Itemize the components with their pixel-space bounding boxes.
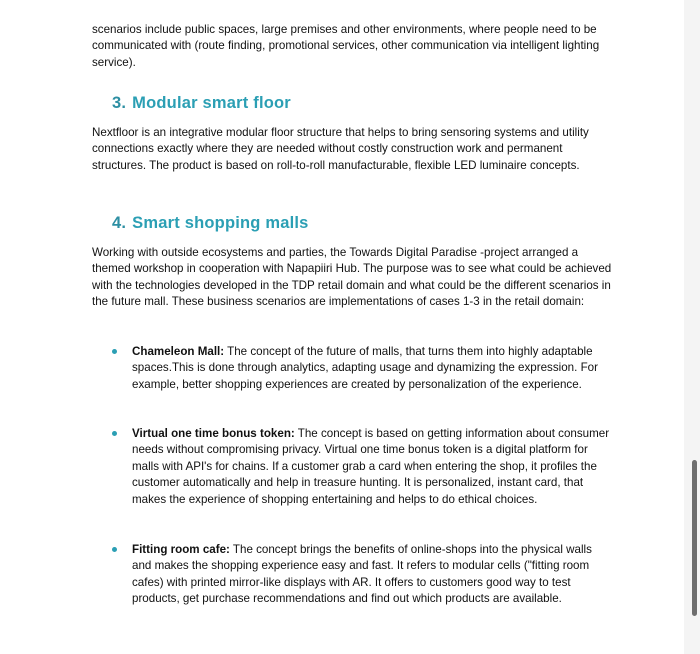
scrollbar[interactable] (684, 0, 700, 654)
section-3-title: Modular smart floor (132, 94, 291, 112)
list-item-description: The concept of the future of malls, that turns them into highly adaptable spaces.This is done through analytics, adapting usage and dynamizing the expression. For example, better shopping experiences are created by personalization of the experience. (132, 345, 598, 391)
section-4-number: 4. (112, 214, 127, 232)
section-3-paragraph: Nextfloor is an integrative modular floor structure that helps to bring sensoring systems and utility connections exactly where they are needed without costly construction work and permanent structures. The product is based on roll-to-roll manufacturable, flexible LED luminaire concepts. (92, 126, 589, 172)
bullet-dot (112, 547, 117, 552)
list-item-description: The concept is based on getting information about consumer needs without compromising privacy. Virtual one time bonus token is a digital platform for malls with API's for chains. If a customer grab a card when entering the shop, it profiles the customer automatically and help in treasure hunting. It is personalized, instant card, that makes the experience of shopping entertaining and helps to do ethical choices. (132, 427, 610, 506)
section-4-heading (112, 214, 309, 233)
section-4-paragraph: Working with outside ecosystems and parties, the Towards Digital Paradise -project arranged a themed workshop in cooperation with Napapiiri Hub. The purpose was to see what could be achieved with the technologies developed in the TDP retail domain and what could be the different scenarios in the future mall. These business scenarios are implementations of cases 1-3 in the retail domain: (92, 246, 612, 309)
list-item-term: Fitting room cafe: (132, 543, 230, 556)
intro-paragraph: scenarios include public spaces, large premises and other environments, where people need to be communicated with (route finding, promotional services, other communication via intelligent lighting service). (92, 23, 600, 69)
list-item-term: Virtual one time bonus token: (132, 427, 295, 440)
list-item-text (132, 344, 612, 393)
list-item-text (132, 426, 612, 508)
bullet-dot (112, 431, 117, 436)
list-item-term: Chameleon Mall: (132, 345, 225, 358)
scrollbar-thumb[interactable] (692, 460, 697, 616)
list-item-description: The concept brings the benefits of online-shops into the physical walls and makes the shopping experience easy and fast. It refers to modular cells ("fitting room cafes) with printed mirror-like displays with AR. It offers to customers good way to test products, get purchase recommendations and find out which products are available. (132, 543, 592, 606)
bullet-dot (112, 349, 117, 354)
section-4-title: Smart shopping malls (132, 214, 309, 232)
list-item-text (132, 542, 612, 608)
section-3-heading (112, 94, 291, 113)
section-3-number: 3. (112, 94, 127, 112)
